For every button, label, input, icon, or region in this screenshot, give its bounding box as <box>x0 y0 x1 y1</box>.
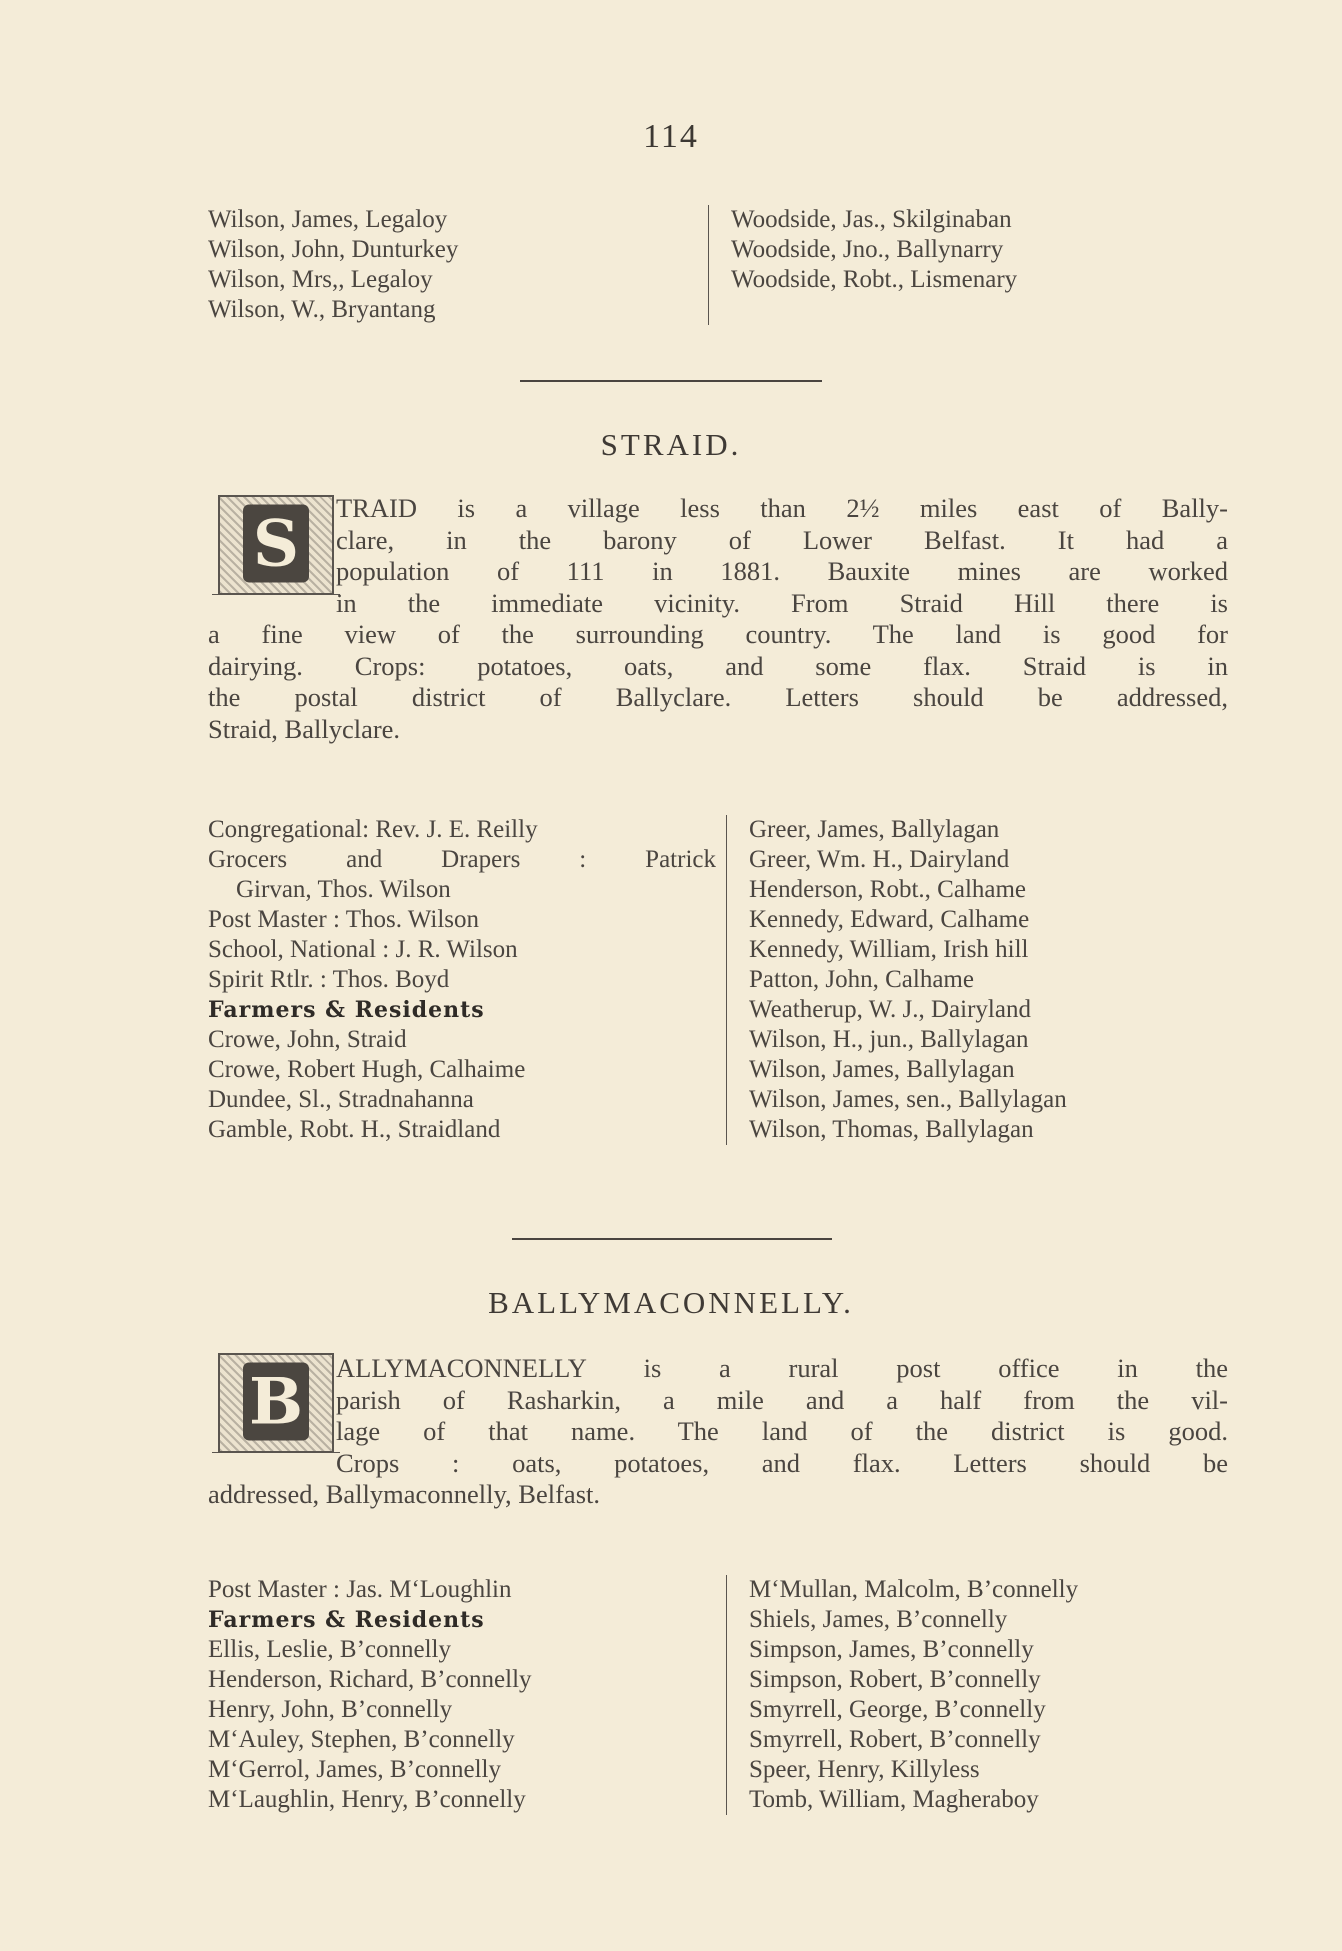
list-item: M‘Auley, Stephen, B’connelly <box>208 1726 515 1753</box>
list-item: Spirit Rtlr. : Thos. Boyd <box>208 966 450 993</box>
list-item: Wilson, James, Legaloy <box>208 206 448 233</box>
list-item: Shiels, James, B’connelly <box>749 1606 1008 1633</box>
list-item: Wilson, James, sen., Ballylagan <box>749 1086 1067 1113</box>
drop-cap-letter: S <box>243 504 309 582</box>
paragraph-line: TRAID is a village less than 2½ miles east of Bally- <box>336 493 1228 523</box>
paragraph-line: in the immediate vicinity. From Straid Hill there is <box>336 587 1228 618</box>
list-item: Woodside, Jno., Ballynarry <box>731 236 1004 263</box>
paragraph-line: clare, in the barony of Lower Belfast. It had a <box>336 524 1228 555</box>
straid-right-column <box>726 815 1246 1145</box>
straid-description <box>208 493 1228 745</box>
straid-directory <box>208 815 1246 1145</box>
paragraph-line: ALLYMACONNELLY is a rural post office in the <box>336 1353 1228 1383</box>
list-item: Dundee, Sl., Stradnahanna <box>208 1086 474 1113</box>
list-item: M‘Gerrol, James, B’connelly <box>208 1756 501 1783</box>
list-item: Gamble, Robt. H., Straidland <box>208 1116 501 1143</box>
paragraph-line: dairying. Crops: potatoes, oats, and some flax. Straid is in <box>208 650 1228 681</box>
list-item: Crowe, John, Straid <box>208 1026 407 1053</box>
top-list-left-column <box>208 205 708 325</box>
list-item: Woodside, Robt., Lismenary <box>731 266 1018 293</box>
list-item: Simpson, James, B’connelly <box>749 1636 1034 1663</box>
paragraph-line: Straid, Ballyclare. <box>208 713 401 744</box>
list-item: Wilson, W., Bryantang <box>208 296 436 323</box>
top-list-right-column <box>708 205 1228 325</box>
list-item: M‘Laughlin, Henry, B’connelly <box>208 1786 526 1813</box>
list-item: Post Master : Jas. M‘Loughlin <box>208 1576 512 1603</box>
list-item: M‘Mullan, Malcolm, B’connelly <box>749 1576 1079 1603</box>
list-item: Kennedy, William, Irish hill <box>749 936 1029 963</box>
list-item: Wilson, H., jun., Ballylagan <box>749 1026 1029 1053</box>
list-item: Weatherup, W. J., Dairyland <box>749 996 1031 1023</box>
list-item: Henderson, Richard, B’connelly <box>208 1666 532 1693</box>
paragraph-line: population of 111 in 1881. Bauxite mines are worked <box>336 556 1228 586</box>
paragraph-line: lage of that name. The land of the district is good. <box>336 1416 1228 1446</box>
section-title-ballymaconnelly: BALLYMACONNELLY. <box>488 1285 854 1320</box>
list-item: Simpson, Robert, B’connelly <box>749 1666 1041 1693</box>
list-item: Crowe, Robert Hugh, Calhaime <box>208 1056 526 1083</box>
list-item: Woodside, Jas., Skilginaban <box>731 206 1012 233</box>
section-divider <box>512 1238 832 1240</box>
page-number: 114 <box>643 118 699 155</box>
ballymaconnelly-description <box>208 1353 1228 1511</box>
list-item: Smyrrell, Robert, B’connelly <box>749 1726 1041 1753</box>
list-item: Post Master : Thos. Wilson <box>208 906 480 933</box>
list-item: Congregational: Rev. J. E. Reilly <box>208 816 538 843</box>
list-item: Speer, Henry, Killyless <box>749 1756 980 1783</box>
list-item: Greer, Wm. H., Dairyland <box>749 846 1010 873</box>
section-heading-farmers-residents: Farmers & Residents <box>208 997 485 1023</box>
paragraph-line: the postal district of Ballyclare. Letters should be addressed, <box>208 682 1228 712</box>
ballymaconnelly-right-column <box>726 1575 1246 1815</box>
drop-cap-letter: B <box>243 1362 309 1440</box>
straid-left-column <box>208 815 726 1145</box>
list-item: Henry, John, B’connelly <box>208 1696 453 1723</box>
list-item: Wilson, John, Dunturkey <box>208 236 459 263</box>
list-item: Wilson, Thomas, Ballylagan <box>749 1116 1034 1143</box>
section-heading-farmers-residents: Farmers & Residents <box>208 1607 485 1633</box>
list-item: Wilson, Mrs,, Legaloy <box>208 266 433 293</box>
paragraph-line: a fine view of the surrounding country. The land is good for <box>208 619 1228 649</box>
top-list <box>208 205 1228 325</box>
list-item: Wilson, James, Ballylagan <box>749 1056 1015 1083</box>
ballymaconnelly-left-column <box>208 1575 726 1815</box>
list-item: Ellis, Leslie, B’connelly <box>208 1636 452 1663</box>
ballymaconnelly-directory <box>208 1575 1246 1815</box>
list-item: School, National : J. R. Wilson <box>208 936 518 963</box>
list-item: Grocers and Drapers : Patrick <box>208 846 716 873</box>
list-item: Greer, James, Ballylagan <box>749 816 1000 843</box>
list-item: Patton, John, Calhame <box>749 966 974 993</box>
list-item: Smyrrell, George, B’connelly <box>749 1696 1046 1723</box>
list-item: Henderson, Robt., Calhame <box>749 876 1027 903</box>
list-item: Kennedy, Edward, Calhame <box>749 906 1030 933</box>
list-item: Girvan, Thos. Wilson <box>236 876 451 903</box>
paragraph-line: addressed, Ballymaconnelly, Belfast. <box>208 1479 600 1509</box>
list-item: Tomb, William, Magheraboy <box>749 1786 1039 1813</box>
section-title-straid: STRAID. <box>600 427 742 462</box>
paragraph-line: Crops : oats, potatoes, and flax. Letters should be <box>336 1447 1228 1478</box>
section-divider <box>520 380 822 382</box>
paragraph-line: parish of Rasharkin, a mile and a half from the vil- <box>336 1384 1228 1415</box>
